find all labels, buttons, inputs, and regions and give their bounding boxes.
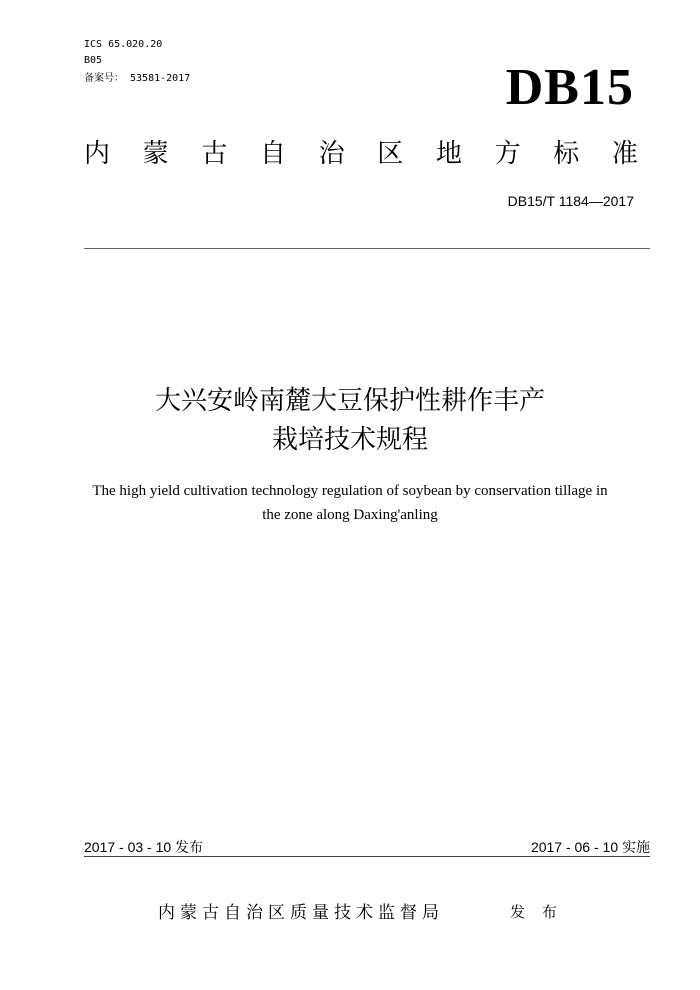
footer-divider bbox=[84, 856, 650, 857]
standard-number: DB15/T 1184—2017 bbox=[507, 193, 634, 209]
implementation-date: 2017 - 06 - 10 实施 bbox=[530, 839, 650, 855]
standard-type-char: 自 bbox=[259, 139, 286, 169]
english-title-line-1: The high yield cultivation technology regulation of soybean by conservation tillage in bbox=[92, 483, 608, 499]
standard-type-char: 区 bbox=[377, 139, 404, 169]
standard-type-char: 地 bbox=[435, 139, 462, 169]
standard-type-char: 准 bbox=[611, 139, 638, 169]
ics-code: ICS 65.020.20 bbox=[84, 39, 163, 50]
issue-date: 2017 - 03 - 10 发布 bbox=[84, 839, 204, 855]
standard-type-char: 内 bbox=[84, 139, 111, 169]
standard-type-heading bbox=[84, 137, 638, 171]
standard-type-char: 蒙 bbox=[142, 139, 169, 169]
ccs-code: B05 bbox=[84, 55, 103, 66]
standard-type-char: 方 bbox=[494, 139, 521, 169]
issue-label: 发 布 bbox=[510, 903, 563, 921]
issuing-authority: 内蒙古自治区质量技术监督局 bbox=[158, 903, 444, 923]
standard-logo: DB15 bbox=[505, 59, 634, 116]
standard-type-char: 古 bbox=[201, 139, 228, 169]
english-title-line-2: the zone along Daxing'anling bbox=[262, 507, 438, 523]
record-number: 备案号： 53581-2017 bbox=[84, 73, 191, 84]
standard-type-char: 治 bbox=[318, 139, 345, 169]
chinese-title-line-1: 大兴安岭南麓大豆保护性耕作丰产 bbox=[154, 386, 545, 416]
header-divider bbox=[84, 248, 650, 249]
chinese-title-line-2: 栽培技术规程 bbox=[271, 425, 428, 455]
standard-type-char: 标 bbox=[553, 139, 580, 169]
